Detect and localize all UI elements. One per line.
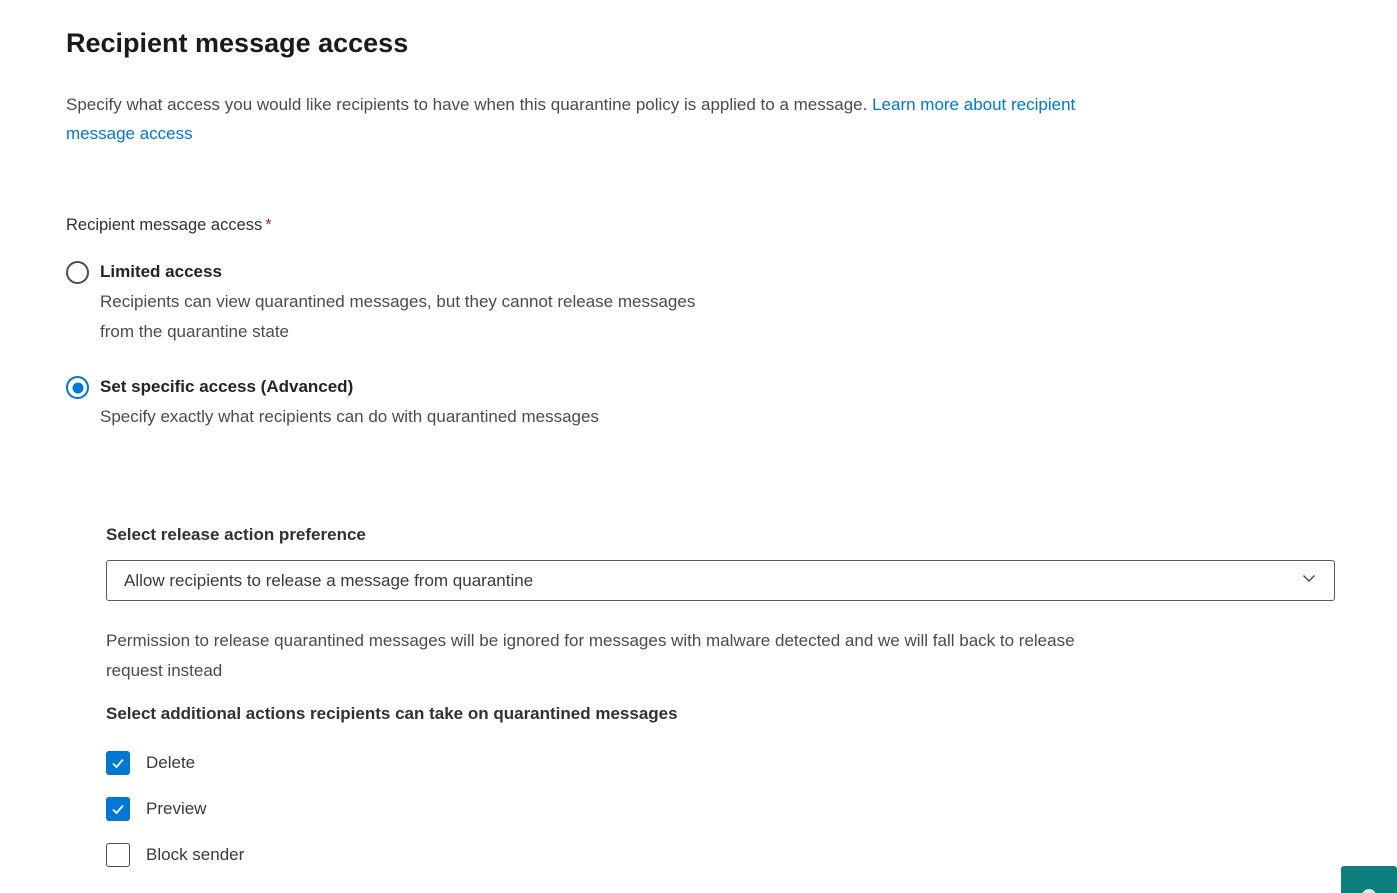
- advanced-access-section: [106, 524, 1335, 867]
- required-asterisk: *: [265, 216, 272, 234]
- checkbox-label: Preview: [146, 799, 207, 818]
- checkbox-label: Delete: [146, 753, 196, 772]
- release-preference-label: Select release action preference: [106, 525, 366, 544]
- radio-option-limited-access[interactable]: [66, 260, 1335, 347]
- checkbox-row-block-sender[interactable]: [106, 843, 1335, 867]
- release-preference-dropdown[interactable]: [106, 560, 1335, 601]
- radio-description: Specify exactly what recipients can do with quarantined messages: [100, 407, 599, 426]
- radio-label: Limited access: [100, 262, 222, 281]
- release-preference-note: Permission to release quarantined messages will be ignored for messages with malware detected and we will fall back to release request instead: [106, 631, 1075, 680]
- additional-actions-label: Select additional actions recipients can take on quarantined messages: [106, 704, 678, 723]
- intro-description: Specify what access you would like recipients to have when this quarantine policy is applied to a message.: [66, 95, 868, 114]
- intro-text: [66, 90, 1335, 148]
- feedback-icon: [1362, 889, 1376, 893]
- radio-option-set-specific-access[interactable]: [66, 375, 1335, 432]
- checkbox-row-delete[interactable]: [106, 751, 1335, 775]
- chevron-down-icon: [1301, 570, 1317, 591]
- checkbox-row-preview[interactable]: [106, 797, 1335, 821]
- radio-unselected-icon[interactable]: [66, 261, 89, 284]
- checkbox-checked-icon[interactable]: [106, 751, 130, 775]
- radio-selected-icon[interactable]: [66, 376, 89, 399]
- access-field-label: Recipient message access *: [66, 216, 272, 234]
- learn-more-link[interactable]: Learn more about recipient message access: [66, 95, 1076, 143]
- feedback-button[interactable]: [1341, 866, 1397, 893]
- page-title: Recipient message access: [66, 28, 409, 58]
- checkbox-label: Block sender: [146, 845, 245, 864]
- checkbox-unchecked-icon[interactable]: [106, 843, 130, 867]
- checkbox-checked-icon[interactable]: [106, 797, 130, 821]
- radio-description: Recipients can view quarantined messages, but they cannot release messages from the quarantine state: [100, 292, 696, 341]
- radio-label: Set specific access (Advanced): [100, 377, 354, 396]
- access-radio-group: [66, 260, 1335, 432]
- dropdown-selected-value: Allow recipients to release a message from quarantine: [124, 570, 534, 590]
